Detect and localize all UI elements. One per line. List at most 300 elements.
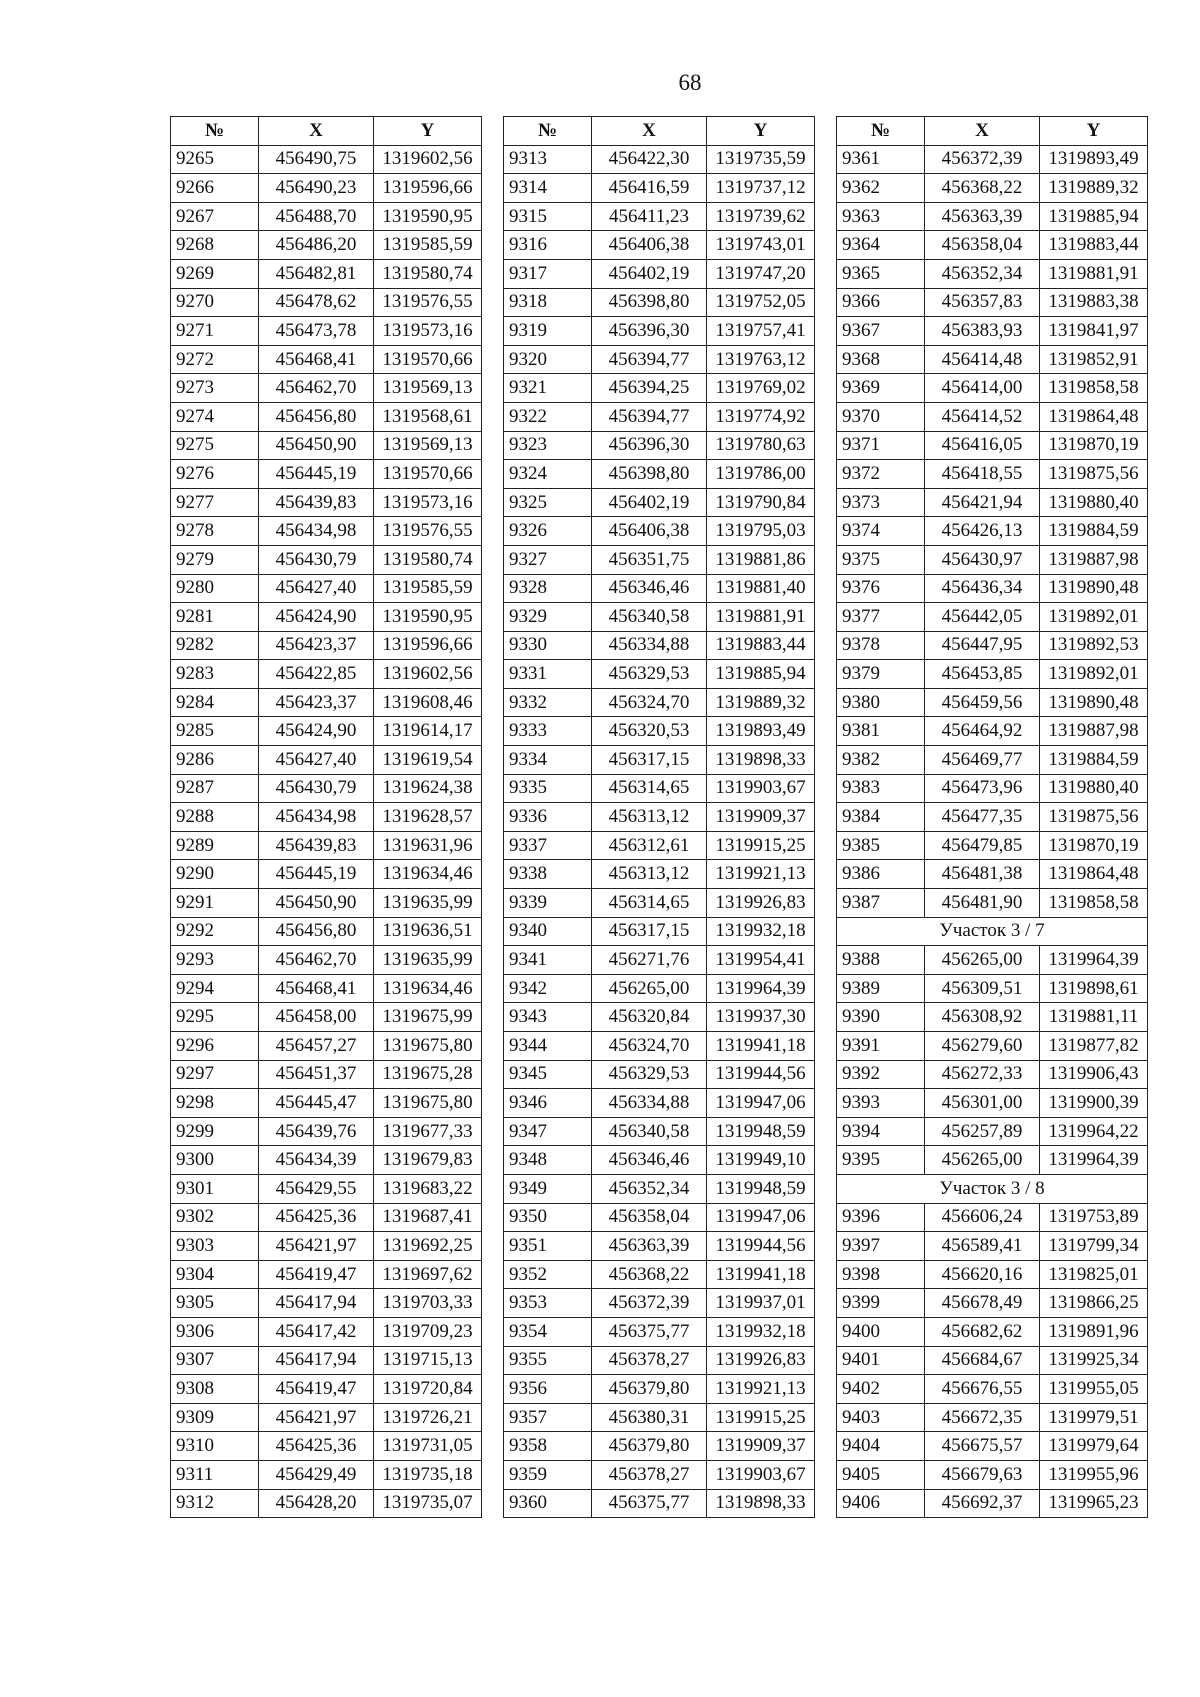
x-coordinate-cell: 456312,61 — [592, 831, 707, 860]
x-coordinate-cell: 456425,36 — [259, 1203, 374, 1232]
table-row — [504, 145, 815, 174]
x-coordinate-cell: 456422,85 — [259, 660, 374, 689]
x-coordinate-cell: 456473,78 — [259, 317, 374, 346]
table-row — [171, 1003, 482, 1032]
y-coordinate-cell: 1319883,44 — [707, 631, 815, 660]
y-coordinate-cell: 1319636,51 — [374, 917, 482, 946]
x-coordinate-cell: 456439,83 — [259, 488, 374, 517]
y-coordinate-cell: 1319881,40 — [707, 574, 815, 603]
y-coordinate-cell: 1319944,56 — [707, 1232, 815, 1261]
point-number-cell: 9317 — [504, 259, 592, 288]
x-coordinate-cell: 456464,92 — [925, 717, 1040, 746]
table-row — [171, 1260, 482, 1289]
table-row — [171, 631, 482, 660]
y-coordinate-cell: 1319697,62 — [374, 1260, 482, 1289]
point-number-cell: 9284 — [171, 688, 259, 717]
x-coordinate-cell: 456429,55 — [259, 1174, 374, 1203]
x-coordinate-cell: 456430,79 — [259, 545, 374, 574]
table-row — [504, 488, 815, 517]
point-number-cell: 9330 — [504, 631, 592, 660]
x-coordinate-cell: 456265,00 — [592, 974, 707, 1003]
table-row — [504, 946, 815, 975]
y-coordinate-cell: 1319965,23 — [1040, 1489, 1148, 1518]
table-row — [171, 1117, 482, 1146]
x-coordinate-cell: 456257,89 — [925, 1117, 1040, 1146]
x-coordinate-cell: 456421,94 — [925, 488, 1040, 517]
point-number-cell: 9309 — [171, 1403, 259, 1432]
table-row — [504, 860, 815, 889]
table-row — [504, 1460, 815, 1489]
header-x: X — [925, 117, 1040, 146]
x-coordinate-cell: 456458,00 — [259, 1003, 374, 1032]
table-row — [171, 145, 482, 174]
table-row — [837, 202, 1148, 231]
point-number-cell: 9314 — [504, 174, 592, 203]
point-number-cell: 9404 — [837, 1432, 925, 1461]
y-coordinate-cell: 1319703,33 — [374, 1289, 482, 1318]
y-coordinate-cell: 1319752,05 — [707, 288, 815, 317]
table-row — [504, 1117, 815, 1146]
x-coordinate-cell: 456317,15 — [592, 917, 707, 946]
y-coordinate-cell: 1319780,63 — [707, 431, 815, 460]
y-coordinate-cell: 1319735,07 — [374, 1489, 482, 1518]
table-row — [837, 431, 1148, 460]
y-coordinate-cell: 1319955,96 — [1040, 1460, 1148, 1489]
x-coordinate-cell: 456394,77 — [592, 402, 707, 431]
header-y: Y — [374, 117, 482, 146]
table-row — [171, 660, 482, 689]
point-number-cell: 9372 — [837, 460, 925, 489]
y-coordinate-cell: 1319596,66 — [374, 174, 482, 203]
x-coordinate-cell: 456414,00 — [925, 374, 1040, 403]
point-number-cell: 9312 — [171, 1489, 259, 1518]
table-row — [504, 1032, 815, 1061]
x-coordinate-cell: 456372,39 — [925, 145, 1040, 174]
x-coordinate-cell: 456375,77 — [592, 1317, 707, 1346]
table-row — [837, 1003, 1148, 1032]
point-number-cell: 9362 — [837, 174, 925, 203]
point-number-cell: 9340 — [504, 917, 592, 946]
y-coordinate-cell: 1319864,48 — [1040, 860, 1148, 889]
y-coordinate-cell: 1319964,39 — [1040, 1146, 1148, 1175]
point-number-cell: 9299 — [171, 1117, 259, 1146]
table-row — [504, 1317, 815, 1346]
table-row — [837, 1146, 1148, 1175]
header-x: X — [259, 117, 374, 146]
point-number-cell: 9348 — [504, 1146, 592, 1175]
table-row — [504, 1089, 815, 1118]
table-row — [504, 174, 815, 203]
y-coordinate-cell: 1319763,12 — [707, 345, 815, 374]
point-number-cell: 9322 — [504, 402, 592, 431]
table-row — [171, 860, 482, 889]
coordinates-table-3 — [836, 116, 1148, 1518]
table-row — [504, 1260, 815, 1289]
table-row — [171, 259, 482, 288]
y-coordinate-cell: 1319937,01 — [707, 1289, 815, 1318]
point-number-cell: 9296 — [171, 1032, 259, 1061]
y-coordinate-cell: 1319926,83 — [707, 889, 815, 918]
y-coordinate-cell: 1319866,25 — [1040, 1289, 1148, 1318]
table-header-row — [171, 117, 482, 146]
point-number-cell: 9306 — [171, 1317, 259, 1346]
point-number-cell: 9385 — [837, 831, 925, 860]
table-row — [504, 1432, 815, 1461]
x-coordinate-cell: 456469,77 — [925, 746, 1040, 775]
y-coordinate-cell: 1319915,25 — [707, 831, 815, 860]
table-row — [837, 1232, 1148, 1261]
y-coordinate-cell: 1319675,80 — [374, 1089, 482, 1118]
y-coordinate-cell: 1319884,59 — [1040, 517, 1148, 546]
y-coordinate-cell: 1319573,16 — [374, 317, 482, 346]
point-number-cell: 9292 — [171, 917, 259, 946]
point-number-cell: 9334 — [504, 746, 592, 775]
table-row — [171, 460, 482, 489]
x-coordinate-cell: 456429,49 — [259, 1460, 374, 1489]
x-coordinate-cell: 456394,25 — [592, 374, 707, 403]
x-coordinate-cell: 456313,12 — [592, 803, 707, 832]
point-number-cell: 9269 — [171, 259, 259, 288]
x-coordinate-cell: 456352,34 — [592, 1174, 707, 1203]
section-title: Участок 3 / 8 — [837, 1174, 1148, 1203]
table-row — [837, 946, 1148, 975]
y-coordinate-cell: 1319881,11 — [1040, 1003, 1148, 1032]
point-number-cell: 9351 — [504, 1232, 592, 1261]
x-coordinate-cell: 456439,83 — [259, 831, 374, 860]
table-row — [504, 1003, 815, 1032]
table-row — [171, 603, 482, 632]
x-coordinate-cell: 456380,31 — [592, 1403, 707, 1432]
x-coordinate-cell: 456421,97 — [259, 1403, 374, 1432]
x-coordinate-cell: 456468,41 — [259, 974, 374, 1003]
table-row — [171, 402, 482, 431]
x-coordinate-cell: 456678,49 — [925, 1289, 1040, 1318]
point-number-cell: 9332 — [504, 688, 592, 717]
section-title: Участок 3 / 7 — [837, 917, 1148, 946]
table-row — [837, 460, 1148, 489]
y-coordinate-cell: 1319602,56 — [374, 660, 482, 689]
y-coordinate-cell: 1319881,91 — [707, 603, 815, 632]
point-number-cell: 9346 — [504, 1089, 592, 1118]
point-number-cell: 9320 — [504, 345, 592, 374]
table-row — [504, 774, 815, 803]
point-number-cell: 9379 — [837, 660, 925, 689]
y-coordinate-cell: 1319885,94 — [707, 660, 815, 689]
point-number-cell: 9388 — [837, 946, 925, 975]
x-coordinate-cell: 456428,20 — [259, 1489, 374, 1518]
x-coordinate-cell: 456383,93 — [925, 317, 1040, 346]
y-coordinate-cell: 1319569,13 — [374, 431, 482, 460]
y-coordinate-cell: 1319677,33 — [374, 1117, 482, 1146]
y-coordinate-cell: 1319570,66 — [374, 345, 482, 374]
x-coordinate-cell: 456346,46 — [592, 1146, 707, 1175]
point-number-cell: 9277 — [171, 488, 259, 517]
point-number-cell: 9391 — [837, 1032, 925, 1061]
table-row — [171, 1232, 482, 1261]
point-number-cell: 9308 — [171, 1375, 259, 1404]
table-row — [837, 145, 1148, 174]
table-row — [171, 1289, 482, 1318]
x-coordinate-cell: 456309,51 — [925, 974, 1040, 1003]
x-coordinate-cell: 456314,65 — [592, 774, 707, 803]
section-row — [837, 917, 1148, 946]
point-number-cell: 9365 — [837, 259, 925, 288]
x-coordinate-cell: 456425,36 — [259, 1432, 374, 1461]
y-coordinate-cell: 1319909,37 — [707, 1432, 815, 1461]
x-coordinate-cell: 456424,90 — [259, 603, 374, 632]
x-coordinate-cell: 456447,95 — [925, 631, 1040, 660]
point-number-cell: 9394 — [837, 1117, 925, 1146]
y-coordinate-cell: 1319892,01 — [1040, 660, 1148, 689]
point-number-cell: 9368 — [837, 345, 925, 374]
point-number-cell: 9370 — [837, 402, 925, 431]
point-number-cell: 9331 — [504, 660, 592, 689]
x-coordinate-cell: 456421,97 — [259, 1232, 374, 1261]
table-row — [504, 831, 815, 860]
table-row — [171, 1375, 482, 1404]
table-row — [171, 288, 482, 317]
point-number-cell: 9270 — [171, 288, 259, 317]
x-coordinate-cell: 456417,42 — [259, 1317, 374, 1346]
table-row — [171, 974, 482, 1003]
x-coordinate-cell: 456481,90 — [925, 889, 1040, 918]
table-row — [837, 1089, 1148, 1118]
y-coordinate-cell: 1319795,03 — [707, 517, 815, 546]
point-number-cell: 9390 — [837, 1003, 925, 1032]
y-coordinate-cell: 1319889,32 — [1040, 174, 1148, 203]
x-coordinate-cell: 456684,67 — [925, 1346, 1040, 1375]
table-row — [837, 1489, 1148, 1518]
point-number-cell: 9361 — [837, 145, 925, 174]
x-coordinate-cell: 456424,90 — [259, 717, 374, 746]
x-coordinate-cell: 456378,27 — [592, 1346, 707, 1375]
x-coordinate-cell: 456375,77 — [592, 1489, 707, 1518]
table-row — [171, 1460, 482, 1489]
table-row — [504, 717, 815, 746]
y-coordinate-cell: 1319590,95 — [374, 603, 482, 632]
x-coordinate-cell: 456488,70 — [259, 202, 374, 231]
y-coordinate-cell: 1319909,37 — [707, 803, 815, 832]
y-coordinate-cell: 1319898,61 — [1040, 974, 1148, 1003]
x-coordinate-cell: 456422,30 — [592, 145, 707, 174]
y-coordinate-cell: 1319596,66 — [374, 631, 482, 660]
x-coordinate-cell: 456396,30 — [592, 317, 707, 346]
point-number-cell: 9374 — [837, 517, 925, 546]
x-coordinate-cell: 456271,76 — [592, 946, 707, 975]
x-coordinate-cell: 456265,00 — [925, 946, 1040, 975]
x-coordinate-cell: 456416,59 — [592, 174, 707, 203]
header-number: № — [504, 117, 592, 146]
y-coordinate-cell: 1319753,89 — [1040, 1203, 1148, 1232]
point-number-cell: 9281 — [171, 603, 259, 632]
table-row — [837, 1060, 1148, 1089]
x-coordinate-cell: 456411,23 — [592, 202, 707, 231]
y-coordinate-cell: 1319675,28 — [374, 1060, 482, 1089]
x-coordinate-cell: 456329,53 — [592, 660, 707, 689]
point-number-cell: 9360 — [504, 1489, 592, 1518]
y-coordinate-cell: 1319881,86 — [707, 545, 815, 574]
table-row — [837, 1432, 1148, 1461]
x-coordinate-cell: 456363,39 — [925, 202, 1040, 231]
table-row — [171, 1317, 482, 1346]
table-row — [837, 231, 1148, 260]
table-row — [171, 545, 482, 574]
point-number-cell: 9393 — [837, 1089, 925, 1118]
y-coordinate-cell: 1319880,40 — [1040, 774, 1148, 803]
y-coordinate-cell: 1319570,66 — [374, 460, 482, 489]
table-row — [504, 917, 815, 946]
table-row — [837, 545, 1148, 574]
y-coordinate-cell: 1319747,20 — [707, 259, 815, 288]
table-row — [837, 374, 1148, 403]
table-row — [837, 889, 1148, 918]
y-coordinate-cell: 1319880,40 — [1040, 488, 1148, 517]
page-number: 68 — [678, 70, 702, 95]
point-number-cell: 9328 — [504, 574, 592, 603]
point-number-cell: 9378 — [837, 631, 925, 660]
table-row — [171, 774, 482, 803]
y-coordinate-cell: 1319891,96 — [1040, 1317, 1148, 1346]
table-row — [837, 831, 1148, 860]
table-row — [837, 1289, 1148, 1318]
y-coordinate-cell: 1319568,61 — [374, 402, 482, 431]
y-coordinate-cell: 1319709,23 — [374, 1317, 482, 1346]
point-number-cell: 9300 — [171, 1146, 259, 1175]
x-coordinate-cell: 456473,96 — [925, 774, 1040, 803]
table-row — [171, 831, 482, 860]
y-coordinate-cell: 1319825,01 — [1040, 1260, 1148, 1289]
table-header-row — [837, 117, 1148, 146]
table-row — [837, 174, 1148, 203]
point-number-cell: 9338 — [504, 860, 592, 889]
y-coordinate-cell: 1319628,57 — [374, 803, 482, 832]
x-coordinate-cell: 456490,23 — [259, 174, 374, 203]
x-coordinate-cell: 456462,70 — [259, 946, 374, 975]
table-row — [837, 631, 1148, 660]
y-coordinate-cell: 1319892,53 — [1040, 631, 1148, 660]
x-coordinate-cell: 456682,62 — [925, 1317, 1040, 1346]
point-number-cell: 9339 — [504, 889, 592, 918]
x-coordinate-cell: 456427,40 — [259, 574, 374, 603]
x-coordinate-cell: 456320,84 — [592, 1003, 707, 1032]
y-coordinate-cell: 1319964,39 — [707, 974, 815, 1003]
y-coordinate-cell: 1319877,82 — [1040, 1032, 1148, 1061]
y-coordinate-cell: 1319890,48 — [1040, 688, 1148, 717]
y-coordinate-cell: 1319757,41 — [707, 317, 815, 346]
x-coordinate-cell: 456490,75 — [259, 145, 374, 174]
x-coordinate-cell: 456394,77 — [592, 345, 707, 374]
point-number-cell: 9395 — [837, 1146, 925, 1175]
x-coordinate-cell: 456434,98 — [259, 517, 374, 546]
y-coordinate-cell: 1319576,55 — [374, 288, 482, 317]
point-number-cell: 9295 — [171, 1003, 259, 1032]
point-number-cell: 9373 — [837, 488, 925, 517]
point-number-cell: 9303 — [171, 1232, 259, 1261]
x-coordinate-cell: 456406,38 — [592, 517, 707, 546]
y-coordinate-cell: 1319883,44 — [1040, 231, 1148, 260]
x-coordinate-cell: 456334,88 — [592, 631, 707, 660]
x-coordinate-cell: 456457,27 — [259, 1032, 374, 1061]
x-coordinate-cell: 456430,97 — [925, 545, 1040, 574]
y-coordinate-cell: 1319619,54 — [374, 746, 482, 775]
table-row — [504, 889, 815, 918]
point-number-cell: 9359 — [504, 1460, 592, 1489]
point-number-cell: 9283 — [171, 660, 259, 689]
table-row — [504, 688, 815, 717]
y-coordinate-cell: 1319590,95 — [374, 202, 482, 231]
y-coordinate-cell: 1319624,38 — [374, 774, 482, 803]
y-coordinate-cell: 1319921,13 — [707, 1375, 815, 1404]
y-coordinate-cell: 1319932,18 — [707, 917, 815, 946]
table-row — [171, 317, 482, 346]
y-coordinate-cell: 1319947,06 — [707, 1089, 815, 1118]
table-row — [171, 1432, 482, 1461]
y-coordinate-cell: 1319903,67 — [707, 1460, 815, 1489]
x-coordinate-cell: 456417,94 — [259, 1289, 374, 1318]
point-number-cell: 9376 — [837, 574, 925, 603]
x-coordinate-cell: 456456,80 — [259, 402, 374, 431]
y-coordinate-cell: 1319900,39 — [1040, 1089, 1148, 1118]
x-coordinate-cell: 456324,70 — [592, 1032, 707, 1061]
table-row — [504, 1489, 815, 1518]
y-coordinate-cell: 1319941,18 — [707, 1032, 815, 1061]
point-number-cell: 9367 — [837, 317, 925, 346]
y-coordinate-cell: 1319881,91 — [1040, 259, 1148, 288]
header-number: № — [837, 117, 925, 146]
table-row — [171, 345, 482, 374]
point-number-cell: 9397 — [837, 1232, 925, 1261]
point-number-cell: 9267 — [171, 202, 259, 231]
table-row — [504, 1403, 815, 1432]
y-coordinate-cell: 1319683,22 — [374, 1174, 482, 1203]
x-coordinate-cell: 456398,80 — [592, 288, 707, 317]
table-row — [171, 803, 482, 832]
point-number-cell: 9319 — [504, 317, 592, 346]
y-coordinate-cell: 1319893,49 — [1040, 145, 1148, 174]
point-number-cell: 9305 — [171, 1289, 259, 1318]
point-number-cell: 9289 — [171, 831, 259, 860]
y-coordinate-cell: 1319915,25 — [707, 1403, 815, 1432]
y-coordinate-cell: 1319608,46 — [374, 688, 482, 717]
point-number-cell: 9313 — [504, 145, 592, 174]
y-coordinate-cell: 1319675,99 — [374, 1003, 482, 1032]
point-number-cell: 9276 — [171, 460, 259, 489]
point-number-cell: 9275 — [171, 431, 259, 460]
table-row — [171, 1203, 482, 1232]
coordinates-table-2 — [503, 116, 815, 1518]
point-number-cell: 9316 — [504, 231, 592, 260]
y-coordinate-cell: 1319955,05 — [1040, 1375, 1148, 1404]
table-row — [504, 631, 815, 660]
y-coordinate-cell: 1319964,39 — [1040, 946, 1148, 975]
table-row — [171, 1032, 482, 1061]
table-row — [504, 1203, 815, 1232]
y-coordinate-cell: 1319580,74 — [374, 259, 482, 288]
coordinates-table-1 — [170, 116, 482, 1518]
table-row — [504, 545, 815, 574]
y-coordinate-cell: 1319769,02 — [707, 374, 815, 403]
point-number-cell: 9353 — [504, 1289, 592, 1318]
y-coordinate-cell: 1319675,80 — [374, 1032, 482, 1061]
table-row — [171, 1060, 482, 1089]
table-row — [837, 345, 1148, 374]
table-row — [504, 374, 815, 403]
x-coordinate-cell: 456363,39 — [592, 1232, 707, 1261]
y-coordinate-cell: 1319774,92 — [707, 402, 815, 431]
y-coordinate-cell: 1319864,48 — [1040, 402, 1148, 431]
x-coordinate-cell: 456436,34 — [925, 574, 1040, 603]
x-coordinate-cell: 456402,19 — [592, 488, 707, 517]
